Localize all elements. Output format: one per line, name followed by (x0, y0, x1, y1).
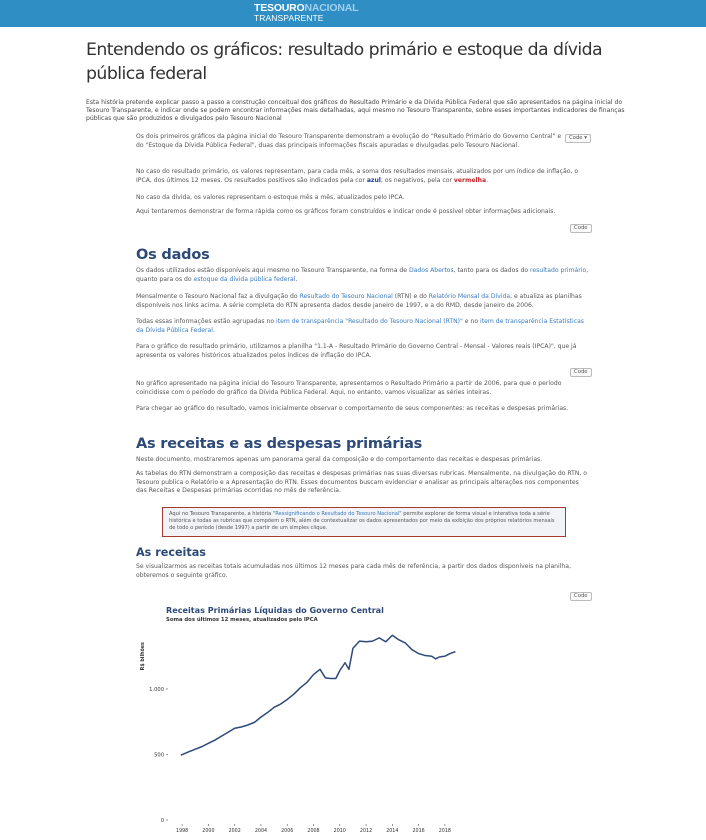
link-resultado-primario[interactable]: resultado primário (530, 267, 587, 274)
section0-paragraph-2: No caso do resultado primário, os valores representam, para cada mês, a soma dos resultados mensais, atualizados por um índice de inflação, o IPCA, dos últimos 12 meses. Os resultados positivos são indicados pela cor azul; os negativos, pela cor vermelha. (136, 168, 579, 184)
receitas-paragraph-1: Se visualizarmos as receitas totais acumuladas nos últimos 12 meses para cada mês de referência, a partir dos dados disponíveis na planilha, obteremos o seguinte gráfico. (136, 563, 571, 579)
dados-paragraph-1: Os dados utilizados estão disponíveis aqui mesmo no Tesouro Transparente, na forma de Dados Abertos, tanto para os dados do resultado primário, quanto para os do estoque da dívida pública federal. (136, 267, 589, 283)
x-tick-label-0: 1998 (176, 829, 189, 834)
x-tick-label-10: 2018 (438, 829, 451, 834)
link-item-rtn[interactable]: item de transparência "Resultado do Tesouro Nacional (RTN)" (276, 318, 463, 325)
x-tick-label-4: 2006 (281, 829, 294, 834)
rd-paragraph-1: Neste documento, mostraremos apenas um panorama geral da composição e do comportamento das receitas e despesas primárias. (136, 456, 543, 463)
code-button-1[interactable]: Code (570, 224, 592, 233)
dados-paragraph-4: Para o gráfico do resultado primário, utilizamos a planilha "1.1-A - Resultado Primário do Governo Central - Mensal - Valores reais (IPCA)", que já apresenta os valores históricos atualizados pelos índices de inflação do IPCA. (136, 343, 577, 359)
series-line-0 (181, 635, 456, 755)
chart-svg (136, 600, 466, 840)
x-tick-label-8: 2014 (386, 829, 399, 834)
x-tick-label-7: 2012 (359, 829, 373, 834)
link-dados-abertos[interactable]: Dados Abertos (408, 267, 454, 274)
heading-os-dados: Os dados (136, 247, 210, 263)
y-tick-label-0: 0 (160, 817, 164, 824)
y-tick-label-2: 1.000 (149, 686, 164, 693)
y-tick-label-1: 500 (154, 752, 164, 759)
heading-receitas-despesas: As receitas e as despesas primárias (136, 436, 423, 452)
intro-paragraph: Esta história pretende explicar passo a passo a construção conceitual dos gráficos do Resultado Primário e da Dívida Pública Federal que são apresentados na página inicial do Tesouro Transparente, e indicar onde se podem encontrar informações mais detalhadas, aqui mesmo no Tesouro Transparente, sobre esses importantes indicadores de finanças públicas que são produzidos e divulgados pelo Tesouro Nacional (86, 99, 625, 123)
page-title: Entendendo os gráficos: resultado primário e estoque da dívida pública federal (86, 40, 603, 84)
x-tick-label-1: 2000 (202, 829, 215, 834)
top-bar (0, 0, 706, 27)
logo-nacional: NACIONAL (304, 2, 359, 14)
chart-subtitle: Soma dos últimos 12 meses, atualizados pelo IPCA (166, 617, 318, 623)
logo-transparente: TRANSPARENTE (254, 12, 324, 23)
code-dropdown-button[interactable]: Code ▾ (565, 134, 591, 143)
x-tick-label-6: 2010 (333, 829, 346, 834)
vermelha-text: vermelha (453, 176, 487, 184)
heading-as-receitas: As receitas (136, 546, 206, 559)
rd-paragraph-2: As tabelas do RTN demonstram a composição das receitas e despesas primárias nas suas diversas rubricas. Mensalmente, na divulgação do RTN, o Tesouro publica o Relatório e a Apresentação do RTN. Esses documentos buscam evidenciar e analisar as principais alterações nos componentes das Receitas e Despesas primárias ocorridas no mês de referência. (136, 470, 588, 495)
dados-paragraph-3: Todas essas informações estão agrupadas no item de transparência "Resultado do Tesouro Nacional (RTN)" e no item de transparência Estatísticas da Dívida Pública Federal. (136, 318, 584, 334)
link-ressignificando[interactable]: "Ressignificando o Resultado do Tesouro Nacional" (272, 511, 402, 517)
chart-title: Receitas Primárias Líquidas do Governo Central (166, 605, 384, 615)
x-tick-label-3: 2004 (254, 829, 268, 834)
section0-paragraph-4: Aqui tentaremos demonstrar de forma rápida como os gráficos foram construídos e indicar onde é possível obter informações adicionais. (136, 208, 556, 215)
receitas-chart (136, 600, 466, 840)
section0-paragraph-1: Os dois primeiros gráficos da página inicial do Tesouro Transparente demonstram a evolução do "Resultado Primário do Governo Central" e do "Estoque da Dívida Pública Federal", duas das principais informações fiscais apuradas e divulgadas pelo Tesouro Nacional. (136, 133, 562, 149)
x-tick-label-9: 2016 (412, 829, 425, 834)
link-estoque-divida[interactable]: estoque da dívida pública federal (193, 275, 296, 283)
code-button-3[interactable]: Code (570, 592, 592, 601)
azul-text: azul (366, 176, 381, 184)
code-button-2[interactable]: Code (570, 368, 592, 377)
section0-paragraph-3: No caso da dívida, os valores representam o estoque mês a mês, atualizados pelo IPCA. (136, 194, 405, 201)
callout-box: Aqui no Tesouro Transparente, a história "Ressignificando o Resultado do Tesouro Nacional" permite explorar de forma visual e interativa toda a série histórica e todas as rubricas que compõem o RTN, além de contextualizar os dados apresentados por meio da exibição dos próprios relatórios mensais de todo o período (desde 1997) a partir de um simples clique. (162, 507, 566, 537)
link-rtn[interactable]: Resultado do Tesouro Nacional (299, 293, 393, 300)
dados-paragraph-6: Para chegar ao gráfico do resultado, vamos inicialmente observar o comportamento de seus componentes: as receitas e despesas primárias. (136, 405, 569, 412)
link-item-dpf[interactable]: item de transparência Estatísticas da Dívida Pública Federal (136, 318, 584, 334)
x-tick-label-5: 2008 (307, 829, 320, 834)
y-axis-label: R$ bilhões (141, 642, 146, 671)
logo-tesouro: TESOURO (254, 2, 305, 14)
dados-paragraph-2: Mensalmente o Tesouro Nacional faz a divulgação do Resultado do Tesouro Nacional (RTN) e do Relatório Mensal da Dívida, e atualiza as planilhas disponíveis nos links acima. A série completa do RTN apresenta dados desde janeiro de 1997, e a do RMD, desde janeiro de 2006. (136, 293, 582, 309)
x-tick-label-2: 2002 (228, 829, 241, 834)
dados-paragraph-5: No gráfico apresentado na página inicial do Tesouro Transparente, apresentamos o Resultado Primário a partir de 2006, para que o período coincidisse com o período do gráfico da Dívida Pública Federal. Aqui, no entanto, vamos visualizar as séries inteiras. (136, 380, 562, 396)
tesouro-transparente-logo[interactable] (254, 3, 358, 22)
link-rmd[interactable]: Relatório Mensal da Dívida (428, 293, 511, 300)
